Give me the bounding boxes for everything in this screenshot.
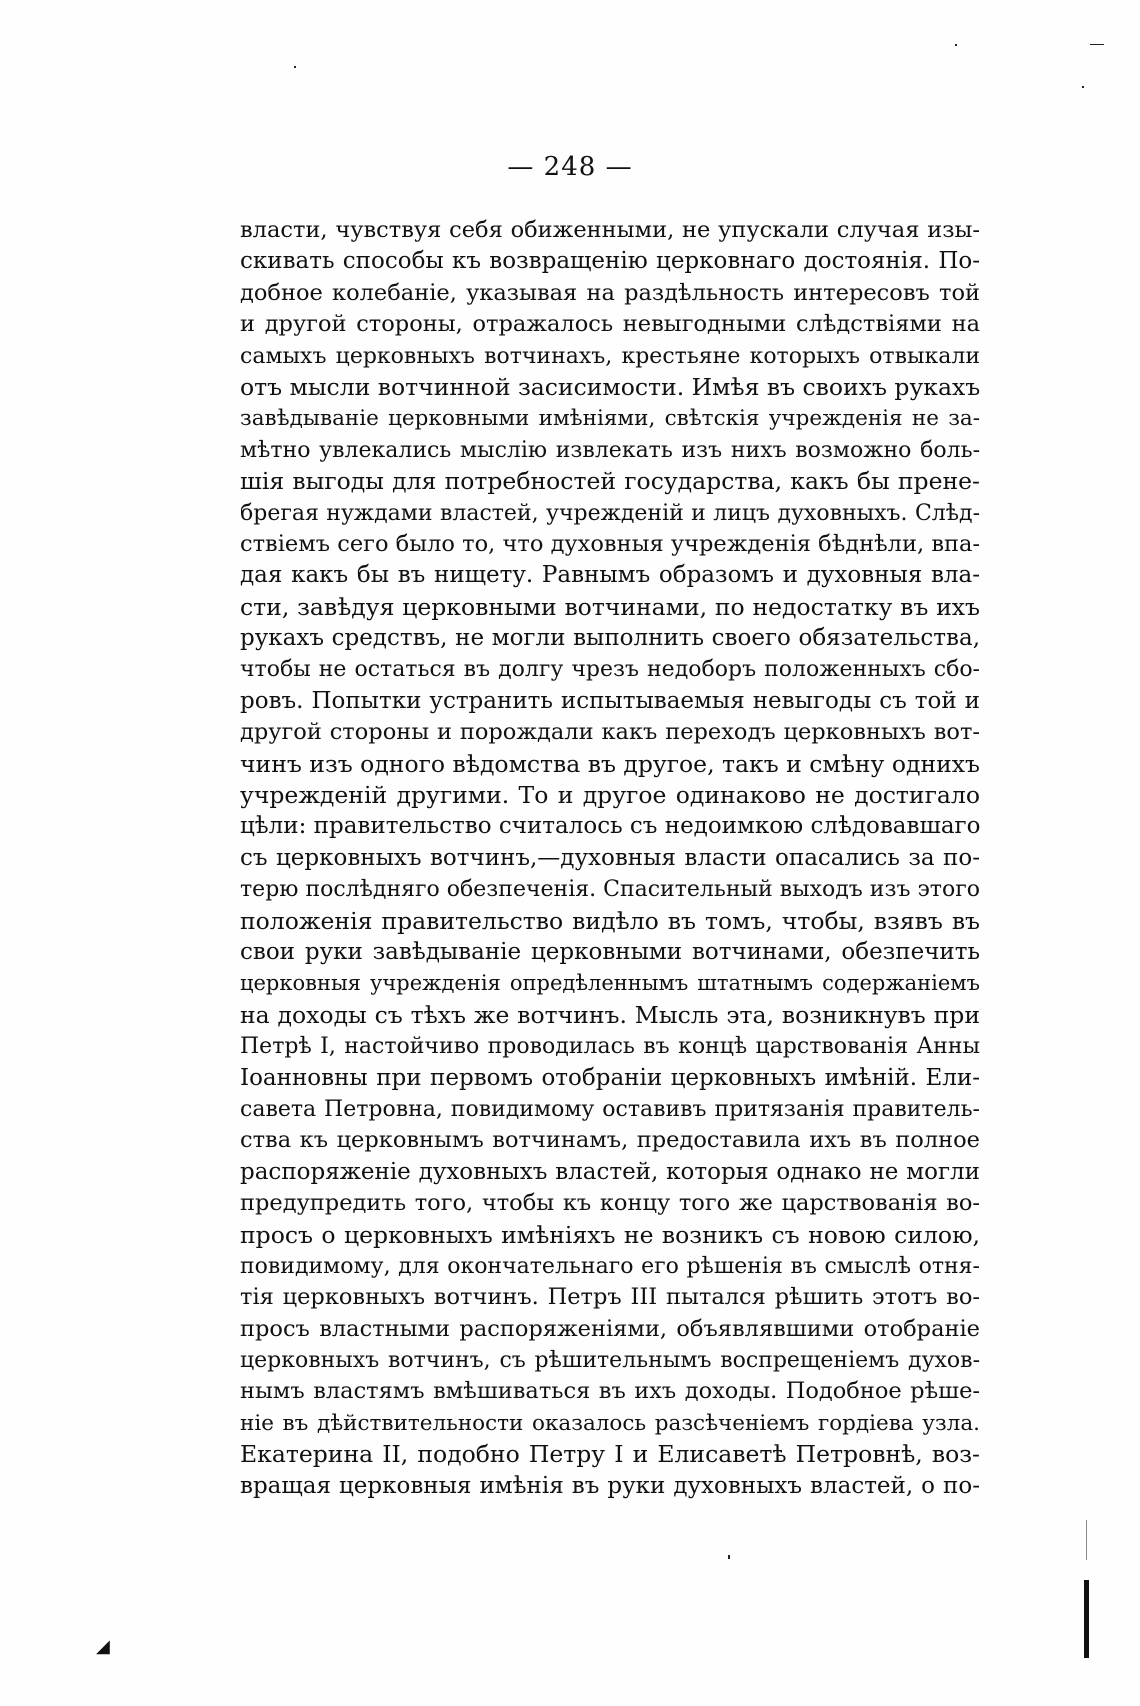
text-line: рукахъ средствъ, не могли выполнить своего обязательства, bbox=[240, 625, 980, 652]
text-line: вращая церковныя имѣнія въ руки духовныхъ властей, о по- bbox=[240, 1472, 980, 1499]
text-line: власти, чувствуя себя обиженными, не упускали случая изы- bbox=[240, 217, 980, 243]
text-line: другой стороны и порождали какъ переходъ церковныхъ вот- bbox=[240, 719, 980, 746]
scan-edge-mark bbox=[1086, 1520, 1087, 1560]
text-line: ствіемъ сего было то, что духовныя учрежденія бѣднѣли, впа- bbox=[240, 530, 980, 557]
text-line: ровъ. Попытки устранить испытываемыя невыгоды съ той и bbox=[240, 687, 980, 714]
text-line: мѣтно увлекались мыслію извлекать изъ нихъ возможно боль- bbox=[240, 437, 980, 463]
page-number: — 248 — bbox=[507, 152, 633, 182]
scan-edge-mark bbox=[1084, 1580, 1089, 1658]
text-line: просъ о церковныхъ имѣніяхъ не возникъ съ новою силою, bbox=[240, 1220, 980, 1249]
text-line: Іоанновны при первомъ отобраніи церковныхъ имѣній. Ели- bbox=[240, 1064, 980, 1091]
text-line: и другой стороны, отражалось невыгодными слѣдствіями на bbox=[240, 311, 980, 338]
text-line: свои руки завѣдываніе церковными вотчинами, обезпечить bbox=[240, 938, 980, 965]
text-line: съ церковныхъ вотчинъ,—духовныя власти опасались за по- bbox=[240, 844, 980, 871]
text-line: дая какъ бы въ нищету. Равнымъ образомъ и духовныя вла- bbox=[240, 562, 980, 589]
text-line: распоряженіе духовныхъ властей, которыя однако не могли bbox=[240, 1158, 980, 1185]
text-line: предупредить того, чтобы къ концу того же царствованія во- bbox=[240, 1190, 980, 1217]
text-line: ніе въ дѣйствительности оказалось разсѣченіемъ гордіева узла. bbox=[240, 1410, 980, 1436]
text-line: просъ властными распоряженіями, объявлявшими отобраніе bbox=[240, 1315, 980, 1342]
text-line: Екатерина II, подобно Петру I и Елисаветѣ Петровнѣ, воз- bbox=[240, 1440, 980, 1469]
text-line: савета Петровна, повидимому оставивъ притязанія правитель- bbox=[240, 1096, 980, 1122]
scan-corner-arrow-icon: ◢ bbox=[96, 1636, 110, 1657]
text-line: брегая нуждами властей, учрежденій и лицъ духовныхъ. Слѣд- bbox=[240, 500, 980, 526]
text-line: тія церковныхъ вотчинъ. Петръ III пытался рѣшить этотъ во- bbox=[240, 1284, 980, 1311]
text-line: нымъ властямъ вмѣшиваться въ ихъ доходы. Подобное рѣше- bbox=[240, 1378, 980, 1405]
text-line: ства къ церковнымъ вотчинамъ, предоставила ихъ въ полное bbox=[240, 1127, 980, 1154]
text-line: чинъ изъ одного вѣдомства въ другое, такъ и смѣну однихъ bbox=[240, 749, 980, 778]
text-line: завѣдываніе церковными имѣніями, свѣтскія учрежденія не за- bbox=[240, 406, 980, 432]
text-line: на доходы съ тѣхъ же вотчинъ. Мысль эта, возникнувъ при bbox=[240, 1000, 980, 1029]
scan-speck bbox=[1082, 86, 1084, 88]
text-line: чтобы не остаться въ долгу чрезъ недоборъ положенныхъ сбо- bbox=[240, 657, 980, 683]
text-line: церковныя учрежденія опредѣленнымъ штатнымъ содержаніемъ bbox=[240, 971, 980, 996]
body-text bbox=[240, 215, 980, 1502]
text-line: отъ мысли вотчинной засисимости. Имѣя въ своихъ рукахъ bbox=[240, 372, 980, 401]
text-line: учрежденій другими. То и другое одинаково не достигало bbox=[240, 781, 980, 810]
text-line: шія выгоды для потребностей государства, какъ бы прене- bbox=[240, 467, 980, 496]
text-line: сти, завѣдуя церковными вотчинами, по недостатку въ ихъ bbox=[240, 592, 980, 621]
text-line: скивать способы къ возвращенію церковнаго достоянія. По- bbox=[240, 248, 980, 275]
text-line: цѣли: правительство считалось съ недоимкою слѣдовавшаго bbox=[240, 813, 980, 840]
text-line: самыхъ церковныхъ вотчинахъ, крестьяне которыхъ отвыкали bbox=[240, 343, 980, 369]
text-line: добное колебаніе, указывая на раздѣльность интересовъ той bbox=[240, 279, 980, 306]
text-line: положенія правительство видѣло въ томъ, чтобы, взявъ въ bbox=[240, 906, 980, 935]
text-line: Петрѣ I, настойчиво проводилась въ концѣ царствованія Анны bbox=[240, 1034, 980, 1060]
scan-speck bbox=[294, 66, 296, 68]
scan-speck bbox=[955, 44, 957, 46]
text-line: повидимому, для окончательнаго его рѣшенія въ смыслѣ отня- bbox=[240, 1253, 980, 1279]
scan-speck bbox=[1090, 44, 1104, 45]
scan-speck bbox=[728, 1555, 730, 1559]
text-line: церковныхъ вотчинъ, съ рѣшительнымъ воспрещеніемъ духов- bbox=[240, 1348, 980, 1374]
text-line: терю послѣдняго обезпеченія. Спасительный выходъ изъ этого bbox=[240, 877, 980, 903]
